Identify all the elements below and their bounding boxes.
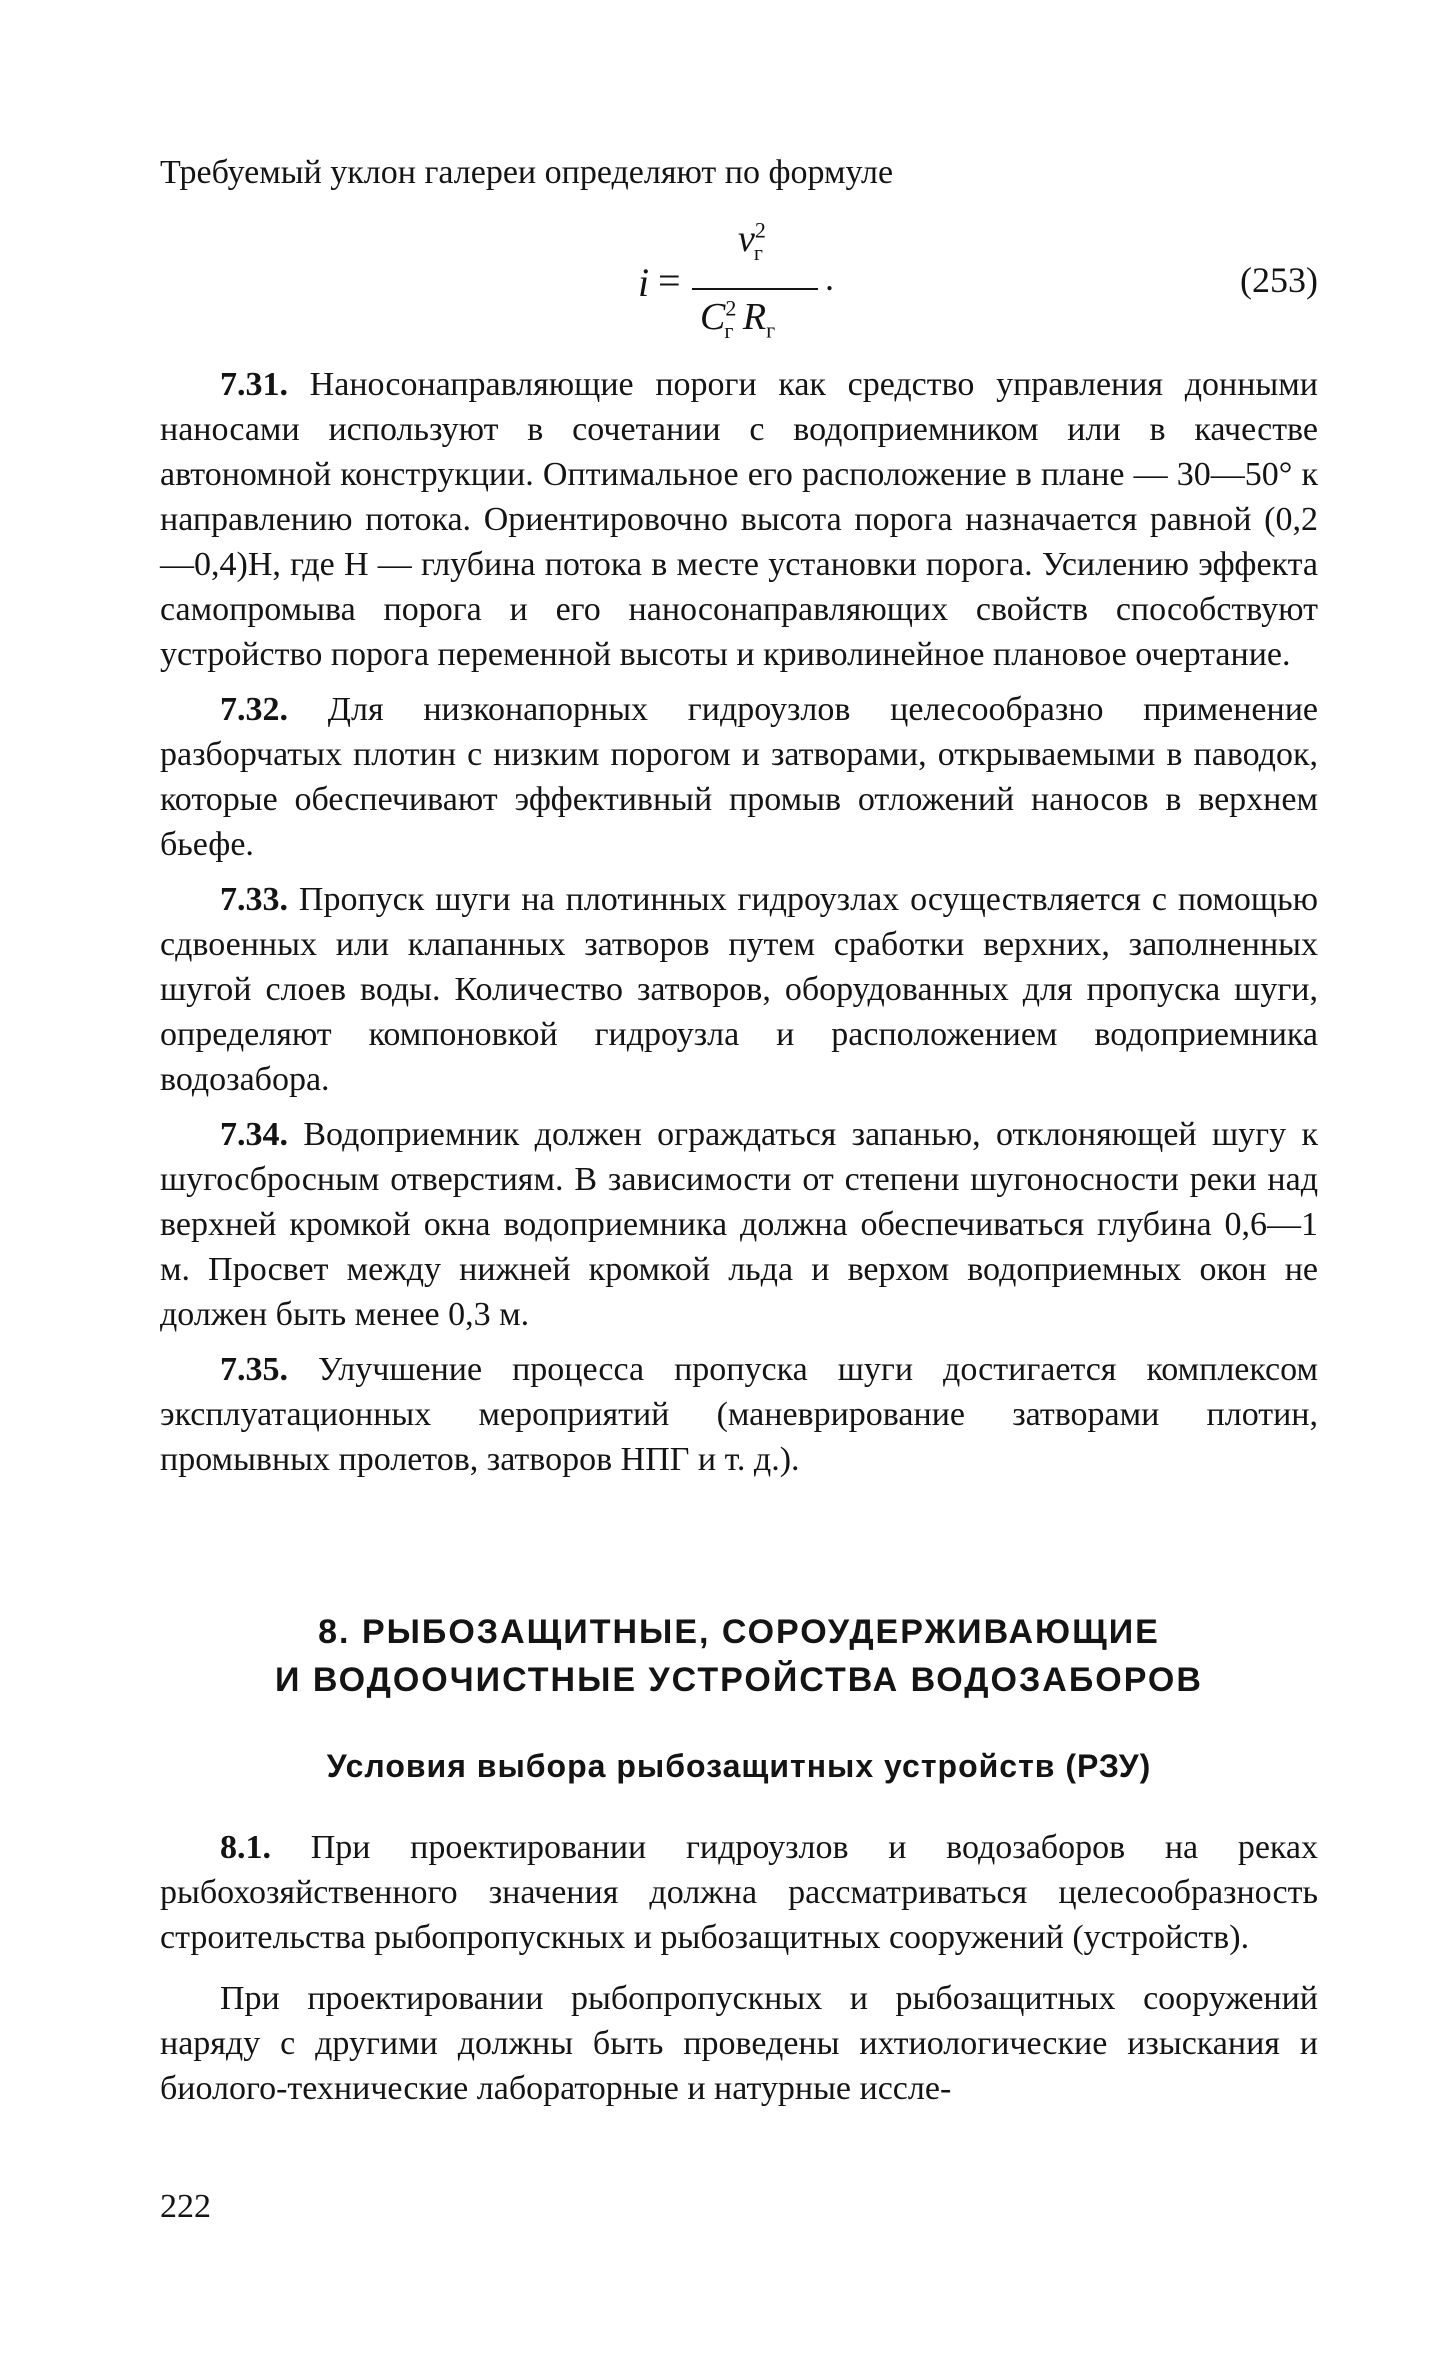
formula-number: (253)	[1240, 260, 1318, 300]
heading-line-2: И ВОДООЧИСТНЫЕ УСТРОЙСТВА ВОДОЗАБОРОВ	[275, 1661, 1203, 1699]
page-number: 222	[160, 2188, 211, 2225]
paragraph-7-34: 7.34. Водоприемник должен ограждаться запанью, отклоняющей шугу к шугосбросным отверстиям. В зависимости от степени шугоносности реки над верхней кромкой окна водоприемника должна обеспечиваться глубина 0,6—1 м. Просвет между нижней кромкой льда и верхом водоприемных окон не должен быть менее 0,3 м.	[160, 1116, 1318, 1333]
subsection-heading: Условия выбора рыбозащитных устройств (РЗУ)	[326, 1748, 1152, 1784]
formula-numerator: $v^2_г$	[738, 217, 766, 265]
intro-text: Требуемый уклон галереи определяют по формуле	[160, 154, 894, 191]
paragraph-8-1-cont: При проектировании рыбопропускных и рыбозащитных сооружений наряду с другими должны быть проведены ихтиологические изыскания и биолого-технические лабораторные и натурные иссле-	[160, 1980, 1318, 2107]
formula-fraction-bar	[692, 288, 818, 290]
formula-denominator: $C^2_г$ $R_г$	[700, 295, 776, 343]
formula-253	[160, 215, 1318, 355]
heading-line-1: 8. РЫБОЗАЩИТНЫЕ, СОРОУДЕРЖИВАЮЩИЕ	[318, 1613, 1160, 1651]
formula-equals: =	[658, 258, 681, 303]
sections-8	[160, 1825, 1318, 2111]
section-8-heading	[160, 1608, 1318, 1704]
sections-7	[160, 362, 1318, 1482]
paragraph-7-32: 7.32. Для низконапорных гидроузлов целесообразно применение разборчатых плотин с низким порогом и затворами, открываемыми в паводок, которые обеспечивают эффективный промыв отложений наносов в верхнем бьефе.	[160, 691, 1319, 863]
formula-dot: .	[825, 258, 834, 298]
paragraph-8-1: 8.1. При проектировании гидроузлов и водозаборов на реках рыбохозяйственного значения должна рассматриваться целесообразность строительства рыбопропускных и рыбозащитных сооружений (устройств).	[160, 1829, 1319, 1956]
paragraph-7-35: 7.35. Улучшение процесса пропуска шуги достигается комплексом эксплуатационных мероприятий (маневрирование затворами плотин, промывных пролетов, затворов НПГ и т. д.).	[160, 1351, 1319, 1478]
intro-paragraph	[160, 150, 1318, 195]
paragraph-7-31: 7.31. Наносонаправляющие пороги как средство управления донными наносами используют в сочетании с водоприемником или в качестве автономной конструкции. Оптимальное его расположение в плане — 30—50° к направлению потока. Ориентировочно высота порога назначается равной (0,2—0,4)H, где H — глубина потока в месте установки порога. Усилению эффекта самопромыва порога и его наносонаправляющих свойств способствуют устройство порога переменной высоты и криволинейное плановое очертание.	[160, 366, 1318, 673]
paragraph-7-33: 7.33. Пропуск шуги на плотинных гидроузлах осуществляется с помощью сдвоенных или клапанных затворов путем сработки верхних, заполненных шугой слоев воды. Количество затворов, оборудованных для пропуска шуги, определяют компоновкой гидроузла и расположением водоприемника водозабора.	[160, 881, 1319, 1098]
formula-lhs: i	[638, 260, 650, 305]
